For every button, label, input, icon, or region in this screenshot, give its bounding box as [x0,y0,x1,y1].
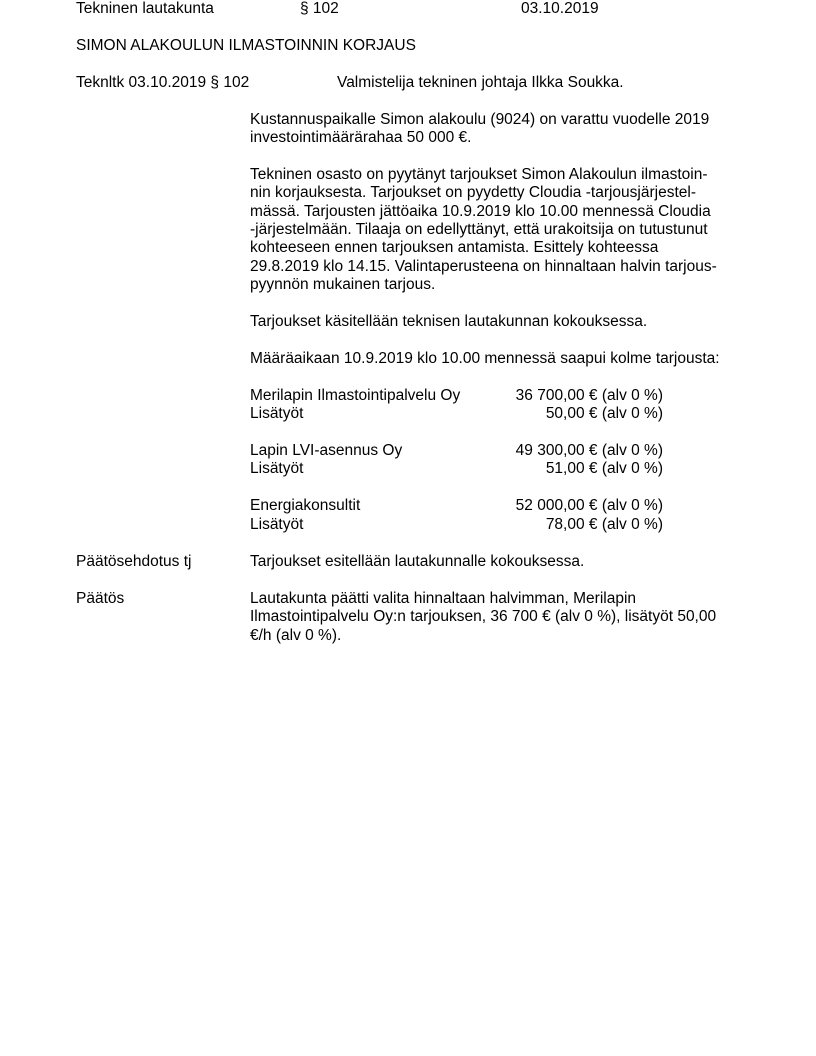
meeting-date: 03.10.2019 [521,0,599,17]
offer-company: Lapin LVI-asennus Oy [250,442,403,459]
paragraph2-line: Tekninen osasto on pyytänyt tarjoukset Simon Alakoulun ilmastoin- [250,166,708,183]
paragraph3-text: Tarjoukset käsitellään teknisen lautakunnan kokouksessa. [250,313,648,330]
decision-line: Ilmastointipalvelu Oy:n tarjouksen, 36 700 € (alv 0 %), lisätyöt 50,00 [250,608,717,625]
decision-label: Päätös [76,590,125,607]
offer-extra-label: Lisätyöt [250,405,304,422]
section-number: § 102 [300,0,339,17]
offer-extra-amount: 50,00 € (alv 0 %) [545,405,663,422]
decision-line: Lautakunta päätti valita hinnaltaan halvimman, Merilapin [250,590,637,607]
document-title: SIMON ALAKOULUN ILMASTOINNIN KORJAUS [76,37,416,54]
paragraph2-line: mässä. Tarjousten jättöaika 10.9.2019 klo 10.00 mennessä Cloudia [250,203,711,220]
reference-code: Teknltk 03.10.2019 § 102 [76,74,250,91]
proposal-label: Päätösehdotus tj [76,553,192,570]
paragraph2-line: 29.8.2019 klo 14.15. Valintaperusteena on hinnaltaan halvin tarjous- [250,258,717,275]
preparer-line: Valmistelija tekninen johtaja Ilkka Soukka. [337,74,624,91]
paragraph2-line: -järjestelmään. Tilaaja on edellyttänyt, että urakoitsija on tutustunut [250,221,708,238]
offer-extra-label: Lisätyöt [250,460,304,477]
proposal-text: Tarjoukset esitellään lautakunnalle kokouksessa. [250,553,585,570]
committee-name: Tekninen lautakunta [76,0,214,17]
offer-extra-amount: 51,00 € (alv 0 %) [545,460,663,477]
paragraph1-line: investointimäärärahaa 50 000 €. [250,129,472,146]
paragraph2-line: pyynnön mukainen tarjous. [250,276,436,293]
offer-amount: 52 000,00 € (alv 0 %) [515,497,663,514]
paragraph4-text: Määräaikaan 10.9.2019 klo 10.00 mennessä saapui kolme tarjousta: [250,350,720,367]
offer-extra-amount: 78,00 € (alv 0 %) [545,516,663,533]
paragraph2-line: nin korjauksesta. Tarjoukset on pyydetty Cloudia -tarjousjärjestel- [250,184,696,201]
offer-extra-label: Lisätyöt [250,516,304,533]
paragraph2-line: kohteeseen ennen tarjouksen antamista. Esittely kohteessa [250,239,659,256]
paragraph1-line: Kustannuspaikalle Simon alakoulu (9024) on varattu vuodelle 2019 [250,111,710,128]
decision-line: €/h (alv 0 %). [250,627,342,644]
offer-company: Merilapin Ilmastointipalvelu Oy [250,387,461,404]
offer-company: Energiakonsultit [250,497,361,514]
offer-amount: 49 300,00 € (alv 0 %) [515,442,663,459]
offer-amount: 36 700,00 € (alv 0 %) [515,387,663,404]
